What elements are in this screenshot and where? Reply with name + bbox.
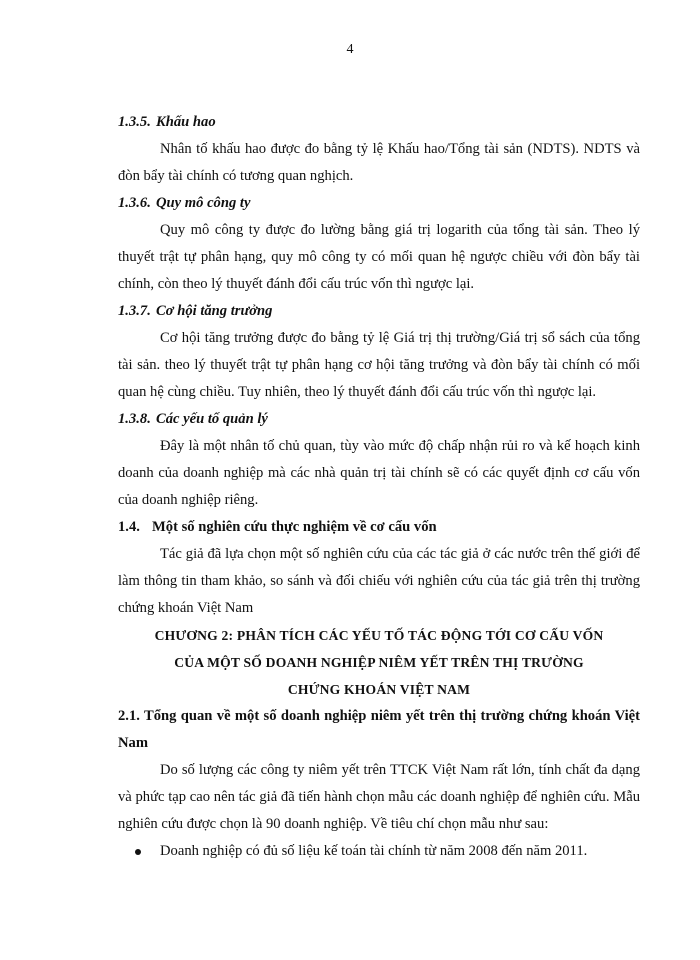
heading-title: Khấu hao (156, 114, 216, 130)
bullet-item (118, 838, 640, 865)
heading-title: Cơ hội tăng trưởng (156, 303, 273, 319)
paragraph-co-hoi: Cơ hội tăng trưởng được đo bằng tỷ lệ Giá trị thị trường/Giá trị sổ sách của tổng tài sản. theo lý thuyết trật tự phân hạng cơ hội tăng trưởng và đòn bẩy tài chính có mối quan hệ cùng chiều. Tuy nhiên, theo lý thuyết đánh đổi cấu trúc vốn thì ngược lại. (118, 330, 640, 400)
heading-1-3-5 (118, 109, 640, 136)
heading-2-1: 2.1. Tổng quan về một số doanh nghiệp niêm yết trên thị trường chứng khoán Việt Nam (118, 708, 640, 751)
bullet-dot-icon (135, 849, 141, 855)
heading-number: 1.3.8. (118, 411, 151, 427)
heading-title: Quy mô công ty (156, 195, 251, 211)
paragraph-quy-mo: Quy mô công ty được đo lường bằng giá trị logarith của tổng tài sản. Theo lý thuyết trật tự phân hạng, quy mô công ty có mối quan hệ ngược chiều với đòn bẩy tài chính, còn theo lý thuyết đánh đổi cấu trúc vốn thì ngược lại. (118, 222, 640, 292)
bullet-text: Doanh nghiệp có đủ số liệu kế toán tài chính từ năm 2008 đến năm 2011. (160, 843, 588, 859)
paragraph-tong-quan: Do số lượng các công ty niêm yết trên TTCK Việt Nam rất lớn, tính chất đa dạng và phức tạp cao nên tác giả đã tiến hành chọn mẫu các doanh nghiệp để nghiên cứu. Mẫu nghiên cứu được chọn là 90 doanh nghiệp. Về tiêu chí chọn mẫu như sau: (118, 762, 640, 832)
heading-number: 1.3.7. (118, 303, 151, 319)
chapter-title-line-3: CHỨNG KHOÁN VIỆT NAM (287, 682, 471, 697)
chapter-title-line-2: CỦA MỘT SỐ DOANH NGHIỆP NIÊM YẾT TRÊN THỊ TRƯỜNG (174, 655, 584, 670)
paragraph-nghien-cuu: Tác giả đã lựa chọn một số nghiên cứu của các tác giả ở các nước trên thế giới để làm thông tin tham khảo, so sánh và đối chiếu với nghiên cứu của tác giả trên thị trường chứng khoán Việt Nam (118, 546, 640, 616)
heading-number: 1.4. (118, 519, 140, 535)
heading-title: Các yếu tố quản lý (156, 411, 268, 427)
heading-1-3-6 (118, 190, 640, 217)
heading-1-4 (118, 514, 640, 541)
heading-number: 1.3.6. (118, 195, 151, 211)
heading-1-3-7 (118, 298, 640, 325)
heading-1-3-8 (118, 406, 640, 433)
page-content (118, 109, 640, 865)
heading-number: 1.3.5. (118, 114, 151, 130)
chapter-title-line-1: CHƯƠNG 2: PHÂN TÍCH CÁC YẾU TỐ TÁC ĐỘNG TỚI CƠ CẤU VỐN (154, 628, 604, 643)
paragraph-quan-ly: Đây là một nhân tố chủ quan, tùy vào mức độ chấp nhận rủi ro và kế hoạch kinh doanh của doanh nghiệp mà các nhà quản trị tài chính sẽ có các quyết định cơ cấu vốn của doanh nghiệp riêng. (118, 438, 640, 508)
paragraph-khau-hao: Nhân tố khấu hao được đo bằng tỷ lệ Khấu hao/Tổng tài sản (NDTS). NDTS và đòn bẩy tài chính có tương quan nghịch. (118, 141, 640, 184)
heading-title: Một số nghiên cứu thực nghiệm về cơ cấu vốn (152, 519, 437, 535)
page-number: 4 (346, 42, 354, 57)
